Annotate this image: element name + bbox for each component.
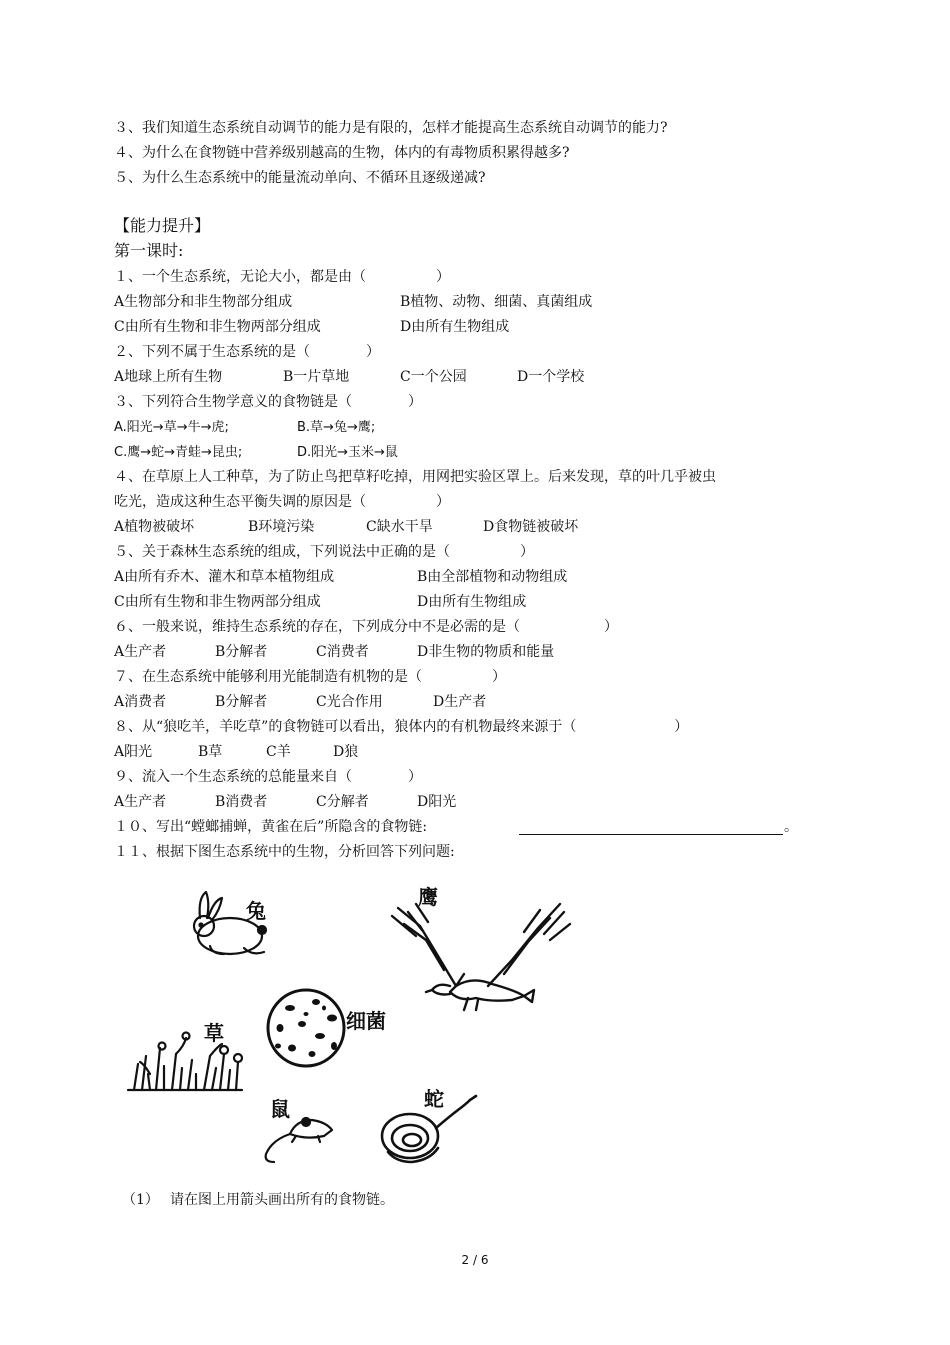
bacteria-icon [268, 990, 344, 1066]
hawk-label: 鹰 [418, 885, 438, 909]
mc-3-option-d: D.阳光→玉米→鼠 [297, 445, 398, 460]
mc-2-option-c: C一个公园 [400, 369, 467, 385]
rabbit-label: 兔 [246, 899, 266, 923]
mc-4-stem-cont: 吃光，造成这种生态平衡失调的原因是（ ） [114, 494, 450, 510]
question-4: ４、为什么在食物链中营养级别越高的生物，体内的有毒物质积累得越多? [114, 145, 570, 161]
question-10-period: 。 [784, 819, 798, 835]
mc-3-stem: ３、下列符合生物学意义的食物链是（ ） [114, 394, 422, 410]
mc-2-option-d: D一个学校 [517, 369, 585, 385]
mc-8-option-a: A阳光 [114, 744, 153, 760]
mc-5-stem: ５、关于森林生态系统的组成，下列说法中正确的是（ ） [114, 544, 534, 560]
sub-question-1-text: 请在图上用箭头画出所有的食物链。 [170, 1192, 394, 1208]
mc-5-option-a: A由所有乔木、灌木和草本植物组成 [114, 569, 335, 585]
grass-label: 草 [204, 1021, 224, 1045]
page-number: 2 / 6 [461, 1253, 489, 1267]
mc-7-option-a: A消费者 [114, 694, 167, 710]
mc-3-option-c: C.鹰→蛇→青蛙→昆虫; [114, 445, 243, 460]
grass-icon [128, 1033, 242, 1091]
mc-1-option-a: A生物部分和非生物部分组成 [114, 294, 293, 310]
mc-4-stem: ４、在草原上人工种草，为了防止鸟把草籽吃掉，用网把实验区罩上。后来发现，草的叶几乎被虫 [114, 469, 716, 485]
question-11: １１、根据下图生态系统中的生物，分析回答下列问题: [114, 844, 455, 860]
question-10 [114, 818, 814, 838]
answer-blank[interactable] [519, 834, 783, 835]
mc-8-option-c: C羊 [266, 744, 291, 760]
mc-1-option-d: D由所有生物组成 [400, 319, 510, 335]
mc-1-option-b: B植物、动物、细菌、真菌组成 [400, 294, 593, 310]
mc-5-option-c: C由所有生物和非生物两部分组成 [114, 594, 321, 610]
mouse-label: 鼠 [270, 1097, 290, 1121]
ecosystem-diagram [120, 878, 600, 1178]
mc-9-option-a: A生产者 [114, 794, 167, 810]
mouse-icon [266, 1118, 332, 1162]
mc-8-option-b: B草 [198, 744, 223, 760]
mc-8-stem: ８、从“狼吃羊，羊吃草”的食物链可以看出，狼体内的有机物最终来源于（ ） [114, 719, 689, 735]
mc-7-option-c: C光合作用 [316, 694, 383, 710]
hawk-icon [392, 904, 570, 1010]
mc-5-option-b: B由全部植物和动物组成 [417, 569, 568, 585]
question-10-text: １０、写出“螳螂捕蝉，黄雀在后”所隐含的食物链: [114, 819, 428, 835]
question-3: ３、我们知道生态系统自动调节的能力是有限的，怎样才能提高生态系统自动调节的能力? [114, 120, 668, 136]
mc-9-stem: ９、流入一个生态系统的总能量来自（ ） [114, 769, 422, 785]
mc-2-option-b: B一片草地 [283, 369, 350, 385]
mc-7-option-d: D生产者 [433, 694, 487, 710]
mc-9-option-c: C分解者 [316, 794, 369, 810]
mc-6-option-c: C消费者 [316, 644, 369, 660]
section-title: 【能力提升】 [114, 216, 211, 235]
mc-7-stem: ７、在生态系统中能够利用光能制造有机物的是（ ） [114, 669, 506, 685]
mc-1-option-c: C由所有生物和非生物两部分组成 [114, 319, 321, 335]
mc-6-stem: ６、一般来说，维持生态系统的存在，下列成分中不是必需的是（ ） [114, 619, 618, 635]
mc-4-option-a: A植物被破坏 [114, 519, 195, 535]
mc-9-option-b: B消费者 [215, 794, 268, 810]
mc-3-option-b: B.草→兔→鹰; [297, 420, 376, 435]
lesson-label: 第一课时: [114, 241, 184, 260]
mc-4-option-b: B环境污染 [248, 519, 315, 535]
mc-7-option-b: B分解者 [215, 694, 268, 710]
mc-2-stem: ２、下列不属于生态系统的是（ ） [114, 344, 380, 360]
mc-4-option-d: D食物链被破坏 [483, 519, 579, 535]
mc-2-option-a: A地球上所有生物 [114, 369, 223, 385]
mc-3-option-a: A.阳光→草→牛→虎; [114, 420, 229, 435]
mc-4-option-c: C缺水干旱 [366, 519, 433, 535]
mc-5-option-d: D由所有生物组成 [417, 594, 527, 610]
mc-6-option-b: B分解者 [215, 644, 268, 660]
mc-6-option-d: D非生物的物质和能量 [417, 644, 555, 660]
mc-6-option-a: A生产者 [114, 644, 167, 660]
snake-label: 蛇 [424, 1087, 444, 1111]
mc-8-option-d: D狼 [333, 744, 359, 760]
mc-1-stem: １、一个生态系统，无论大小，都是由（ ） [114, 269, 450, 285]
sub-question-1-number: （1） [122, 1192, 159, 1208]
bacteria-label: 细菌 [346, 1009, 386, 1033]
mc-9-option-d: D阳光 [417, 794, 457, 810]
question-5: ５、为什么生态系统中的能量流动单向、不循环且逐级递减? [114, 170, 486, 186]
